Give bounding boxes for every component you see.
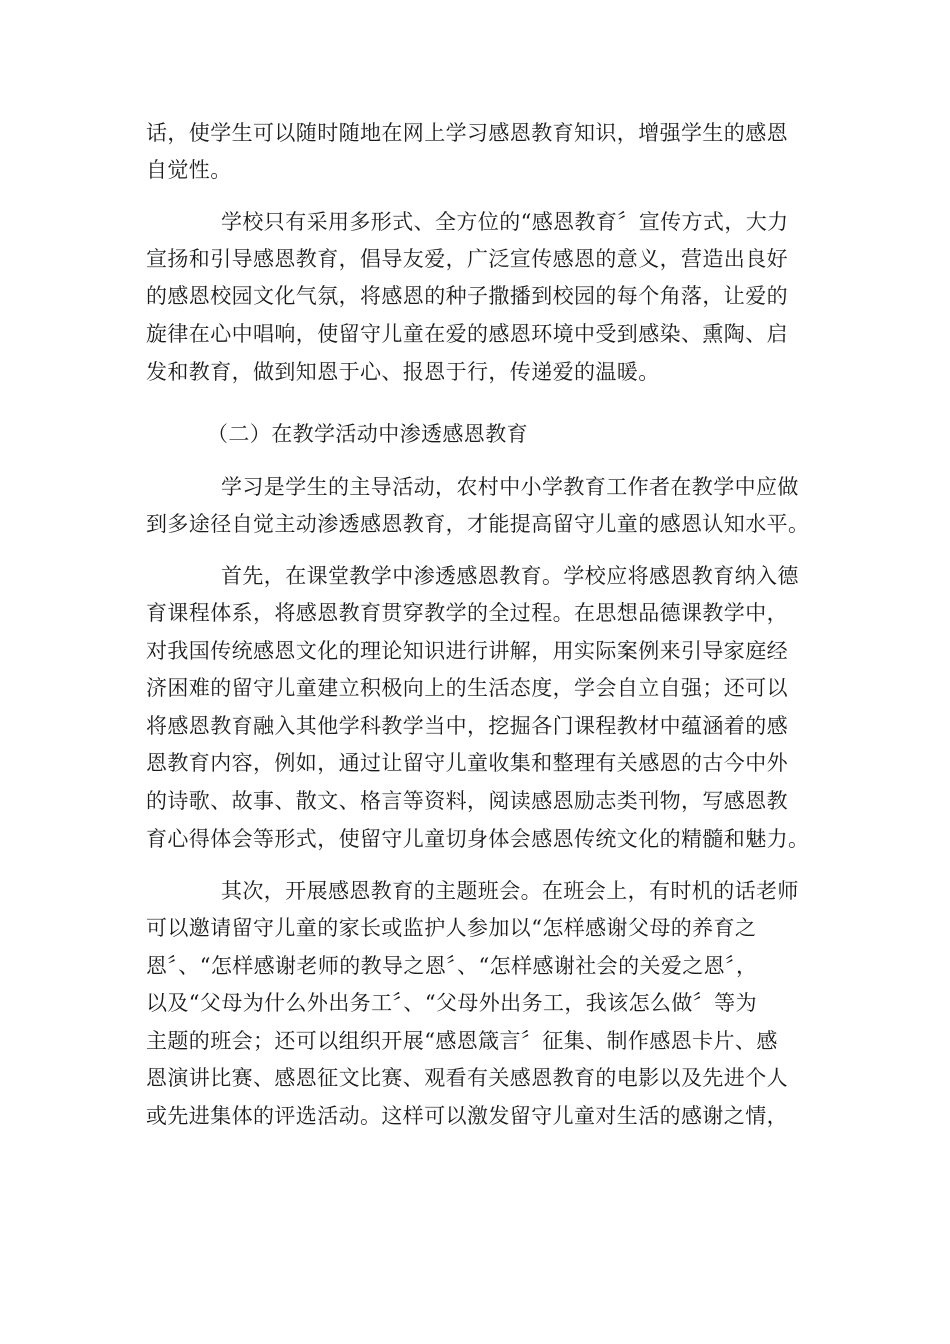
paragraph-4-line-3: 对我国传统感恩文化的理论知识进行讲解，用实际案例来引导家庭经 bbox=[146, 639, 788, 663]
paragraph-3-line-2: 到多途径自觉主动渗透感恩教育，才能提高留守儿童的感恩认知水平。 bbox=[146, 512, 810, 536]
paragraph-5-line-1: 其次，开展感恩教育的主题班会。在班会上，有时机的话老师 bbox=[221, 879, 799, 903]
paragraph-4-line-4: 济困难的留守儿童建立积极向上的生活态度，学会自立自强；还可以 bbox=[146, 676, 788, 700]
paragraph-1-line-2: 自觉性。 bbox=[146, 158, 232, 182]
paragraph-1-line-1: 话，使学生可以随时随地在网上学习感恩教育知识，增强学生的感恩 bbox=[146, 121, 788, 145]
paragraph-4-line-8: 育心得体会等形式，使留守儿童切身体会感恩传统文化的精髓和魅力。 bbox=[146, 827, 810, 851]
paragraph-2-line-4: 旋律在心中唱响，使留守儿童在爱的感恩环境中受到感染、熏陶、启 bbox=[146, 322, 788, 346]
paragraph-4-line-5: 将感恩教育融入其他学科教学当中，挖掘各门课程教材中蕴涵着的感 bbox=[146, 714, 788, 738]
paragraph-2-line-3: 的感恩校园文化气氛，将感恩的种子撒播到校园的每个角落，让爱的 bbox=[146, 284, 788, 308]
paragraph-4-line-2: 育课程体系，将感恩教育贯穿教学的全过程。在思想品德课教学中， bbox=[146, 601, 788, 625]
paragraph-3-line-1: 学习是学生的主导活动，农村中小学教育工作者在教学中应做 bbox=[221, 475, 799, 499]
paragraph-5-line-2: 可以邀请留守儿童的家长或监护人参加以“怎样感谢父母的养育之 bbox=[146, 916, 757, 940]
paragraph-2-line-1: 学校只有采用多形式、全方位的“感恩教育〞宣传方式，大力 bbox=[221, 210, 789, 234]
paragraph-5-line-6: 恩演讲比赛、感恩征文比赛、观看有关感恩教育的电影以及先进个人 bbox=[146, 1066, 788, 1090]
paragraph-2-line-2: 宣扬和引导感恩教育，倡导友爱，广泛宣传感恩的意义，营造出良好 bbox=[146, 247, 788, 271]
section-heading: （二）在教学活动中渗透感恩教育 bbox=[207, 422, 528, 446]
paragraph-5-line-4: 以及“父母为什么外出务工〞、“父母外出务工，我该怎么做〞等为 bbox=[146, 991, 757, 1015]
paragraph-5-line-7: 或先进集体的评选活动。这样可以激发留守儿童对生活的感谢之情， bbox=[146, 1104, 788, 1128]
paragraph-2-line-5: 发和教育，做到知恩于心、报恩于行，传递爱的温暖。 bbox=[146, 360, 660, 384]
paragraph-4-line-7: 的诗歌、故事、散文、格言等资料，阅读感恩励志类刊物，写感恩教 bbox=[146, 789, 788, 813]
paragraph-5-line-3: 恩〞、“怎样感谢老师的教导之恩〞、“怎样感谢社会的关爱之恩〞， bbox=[146, 954, 758, 978]
paragraph-5-line-5: 主题的班会；还可以组织开展“感恩箴言〞征集、制作感恩卡片、感 bbox=[146, 1029, 778, 1053]
paragraph-4-line-1: 首先，在课堂教学中渗透感恩教育。学校应将感恩教育纳入德 bbox=[221, 564, 799, 588]
paragraph-4-line-6: 恩教育内容，例如，通过让留守儿童收集和整理有关感恩的古今中外 bbox=[146, 751, 788, 775]
